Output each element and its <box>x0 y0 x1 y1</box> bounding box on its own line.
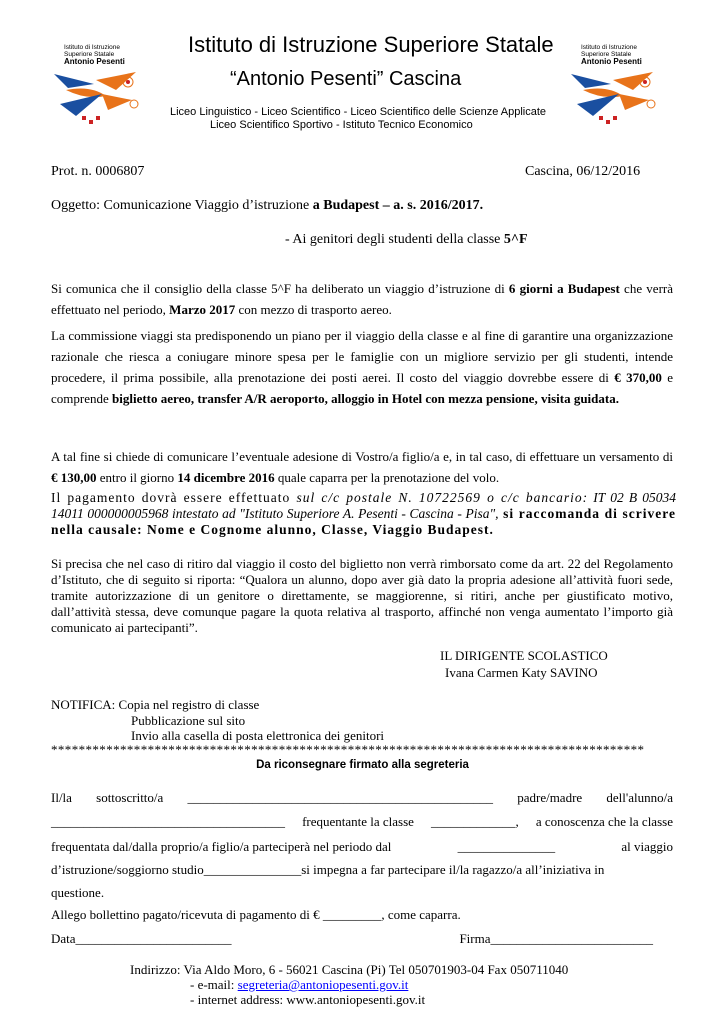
school-name: “Antonio Pesenti” Cascina <box>230 68 462 90</box>
form-text: Il/la <box>51 790 72 805</box>
p4-account: sul c/c postale N. 10722569 o c/c bancario: <box>296 490 589 505</box>
form-text: sottoscritto/a <box>96 790 164 805</box>
paragraph-deposit <box>51 446 673 488</box>
p2-text-a: La commissione viaggi sta predisponendo un piano per il viaggio della classe e al fine di garantire una organizzazione razionale che riesca a coniugare minore spesa per le famiglie con un migliore servizio per gli studenti, intende procedere, il prima possibile, alla prenotazione dei posti aerei. Il costo del viaggio dovrebbe essere di <box>51 328 673 385</box>
p1-text-a: Si comunica che il consiglio della classe 5^F ha deliberato un viaggio d’istruzione di <box>51 281 509 296</box>
paragraph-trip-announcement <box>51 278 673 320</box>
footer-address: Indirizzo: Via Aldo Moro, 6 - 56021 Cascina (Pi) Tel 050701903-04 Fax 050711040 <box>130 962 569 977</box>
paragraph-payment <box>51 490 676 538</box>
separator-stars: ************************************************************************************** <box>51 742 645 757</box>
p4-iban: IT 02 B 05034 14011 000000005968 intestato ad "Istituto Superiore A. Pesenti - Cascina - Pisa", <box>51 490 676 521</box>
paragraph-withdrawal: Si precisa che nel caso di ritiro dal viaggio il costo del biglietto non verrà rimborsato come da art. 22 del Regolamento d’Istituto, che di seguito si riporta: “Qualora un alunno, dopo aver già dato la propria adesione all’attività fuori sede, tramite autorizzazione di un genitore o direttamente, se maggiorenne, si ritiri, anche per giustificato motivo, dall’attività stessa, deve comunque pagare la quota relativa al trasporto, affinché non venga aumentato l’importo già comunicato ai partecipanti”. <box>51 556 673 635</box>
form-text: dell'alunno/a <box>606 790 673 805</box>
logo-line2: Superiore Statale <box>64 51 115 58</box>
logo-emblem-icon <box>563 60 661 130</box>
recipients-line <box>285 232 528 248</box>
logo-line3: Antonio Pesenti <box>64 57 125 66</box>
notifica-label: NOTIFICA: <box>51 697 119 712</box>
logo-line2: Superiore Statale <box>581 51 632 58</box>
notifica-block <box>51 697 384 744</box>
form-row-1 <box>51 787 673 809</box>
form-row-3 <box>51 836 673 858</box>
subject-label: Oggetto: Comunicazione Viaggio d’istruzione <box>51 198 313 213</box>
p3-deadline: 14 dicembre 2016 <box>177 470 275 485</box>
form-text: a conoscenza che la classe <box>535 814 673 829</box>
form-text: frequentante la classe <box>302 814 414 829</box>
school-logo-left <box>46 40 144 130</box>
logo-line3: Antonio Pesenti <box>581 57 642 66</box>
signature-name: Ivana Carmen Katy SAVINO <box>445 665 598 680</box>
p3-deposit: € 130,00 <box>51 470 97 485</box>
p2-text-c: e comprende <box>51 370 673 406</box>
period-blank-field[interactable]: _______________ <box>457 839 556 854</box>
p1-text-e: con mezzo di trasporto aereo. <box>235 302 392 317</box>
subject-destination: a Budapest – a. s. 2016/2017. <box>312 198 484 213</box>
school-title: Istituto di Istruzione Superiore Statale <box>188 32 554 57</box>
form-row-4 <box>51 859 673 881</box>
document-date: Cascina, 06/12/2016 <box>525 164 641 179</box>
protocol-number: Prot. n. 0006807 <box>51 164 145 179</box>
name-blank-field[interactable]: _______________________________________________ <box>187 790 494 805</box>
licei-line-1: Liceo Linguistico - Liceo Scientifico - Liceo Scientifico delle Scienze Applicate <box>170 106 547 118</box>
recipients-text: - Ai genitori degli studenti della classe <box>285 232 504 247</box>
form-row-5: questione. <box>51 885 105 900</box>
signature-blank-field[interactable]: Firma_________________________ <box>459 931 653 946</box>
logo-emblem-icon <box>46 60 144 130</box>
form-text: padre/madre <box>517 790 583 805</box>
notifica-item-1: Copia nel registro di classe <box>118 697 260 712</box>
p1-text-c: che verrà effettuato nel periodo, <box>51 281 673 317</box>
p2-cost: € 370,00 <box>614 370 662 385</box>
form-row-2 <box>51 811 673 833</box>
date-blank-field[interactable]: Data________________________ <box>51 931 232 946</box>
p2-includes: biglietto aereo, transfer A/R aeroporto, alloggio in Hotel con mezza pensione, visita guidata. <box>112 391 619 406</box>
footer-email-label: - e-mail: <box>190 977 238 992</box>
p1-period: Marzo 2017 <box>169 302 236 317</box>
signature-title: IL DIRIGENTE SCOLASTICO <box>440 648 608 663</box>
p4-text-a: Il pagamento dovrà essere effettuato <box>51 490 297 505</box>
licei-line-2: Liceo Scientifico Sportivo - Istituto Tecnico Economico <box>210 119 473 131</box>
footer-website: - internet address: www.antoniopesenti.gov.it <box>190 992 426 1007</box>
class-blank-field[interactable]: _____________, <box>431 814 519 829</box>
subject-line <box>51 198 483 214</box>
form-text: frequentata dal/dalla proprio/a figlio/a parteciperà nel periodo dal <box>51 839 392 854</box>
form-text: d’istruzione/soggiorno studio_______________si impegna a far partecipare il/la ragazzo/a all’iniziativa in <box>51 862 605 877</box>
notifica-item-3: Invio alla casella di posta elettronica dei genitori <box>131 728 385 743</box>
logo-line1: Istituto di Istruzione <box>581 44 637 51</box>
paragraph-cost <box>51 325 673 409</box>
form-row-6: Allego bollettino pagato/ricevuta di pagamento di € _________, come caparra. <box>51 907 461 922</box>
recipients-class: 5^F <box>503 232 528 247</box>
form-row-7 <box>51 928 673 950</box>
footer-email-line <box>190 977 408 993</box>
p1-duration: 6 giorni a Budapest <box>508 281 620 296</box>
p3-text-a: A tal fine si chiede di comunicare l’eventuale adesione di Vostro/a figlio/a e, in tal caso, di effettuare un versamento di <box>51 449 673 464</box>
student-blank-field[interactable]: ____________________________________ <box>51 814 285 829</box>
footer-email-link[interactable]: segreteria@antoniopesenti.gov.it <box>237 977 409 992</box>
p3-text-c: entro il giorno <box>96 470 178 485</box>
return-instruction: Da riconsegnare firmato alla segreteria <box>256 759 469 771</box>
logo-line1: Istituto di Istruzione <box>64 44 120 51</box>
p4-causale: si raccomanda di scrivere nella causale: Nome e Cognome alunno, Classe, Viaggio Budapest. <box>51 506 676 537</box>
p3-text-e: quale caparra per la prenotazione del volo. <box>274 470 500 485</box>
form-text: al viaggio <box>621 839 673 854</box>
notifica-item-2: Pubblicazione sul sito <box>131 712 246 728</box>
notifica-row-1 <box>51 697 384 713</box>
